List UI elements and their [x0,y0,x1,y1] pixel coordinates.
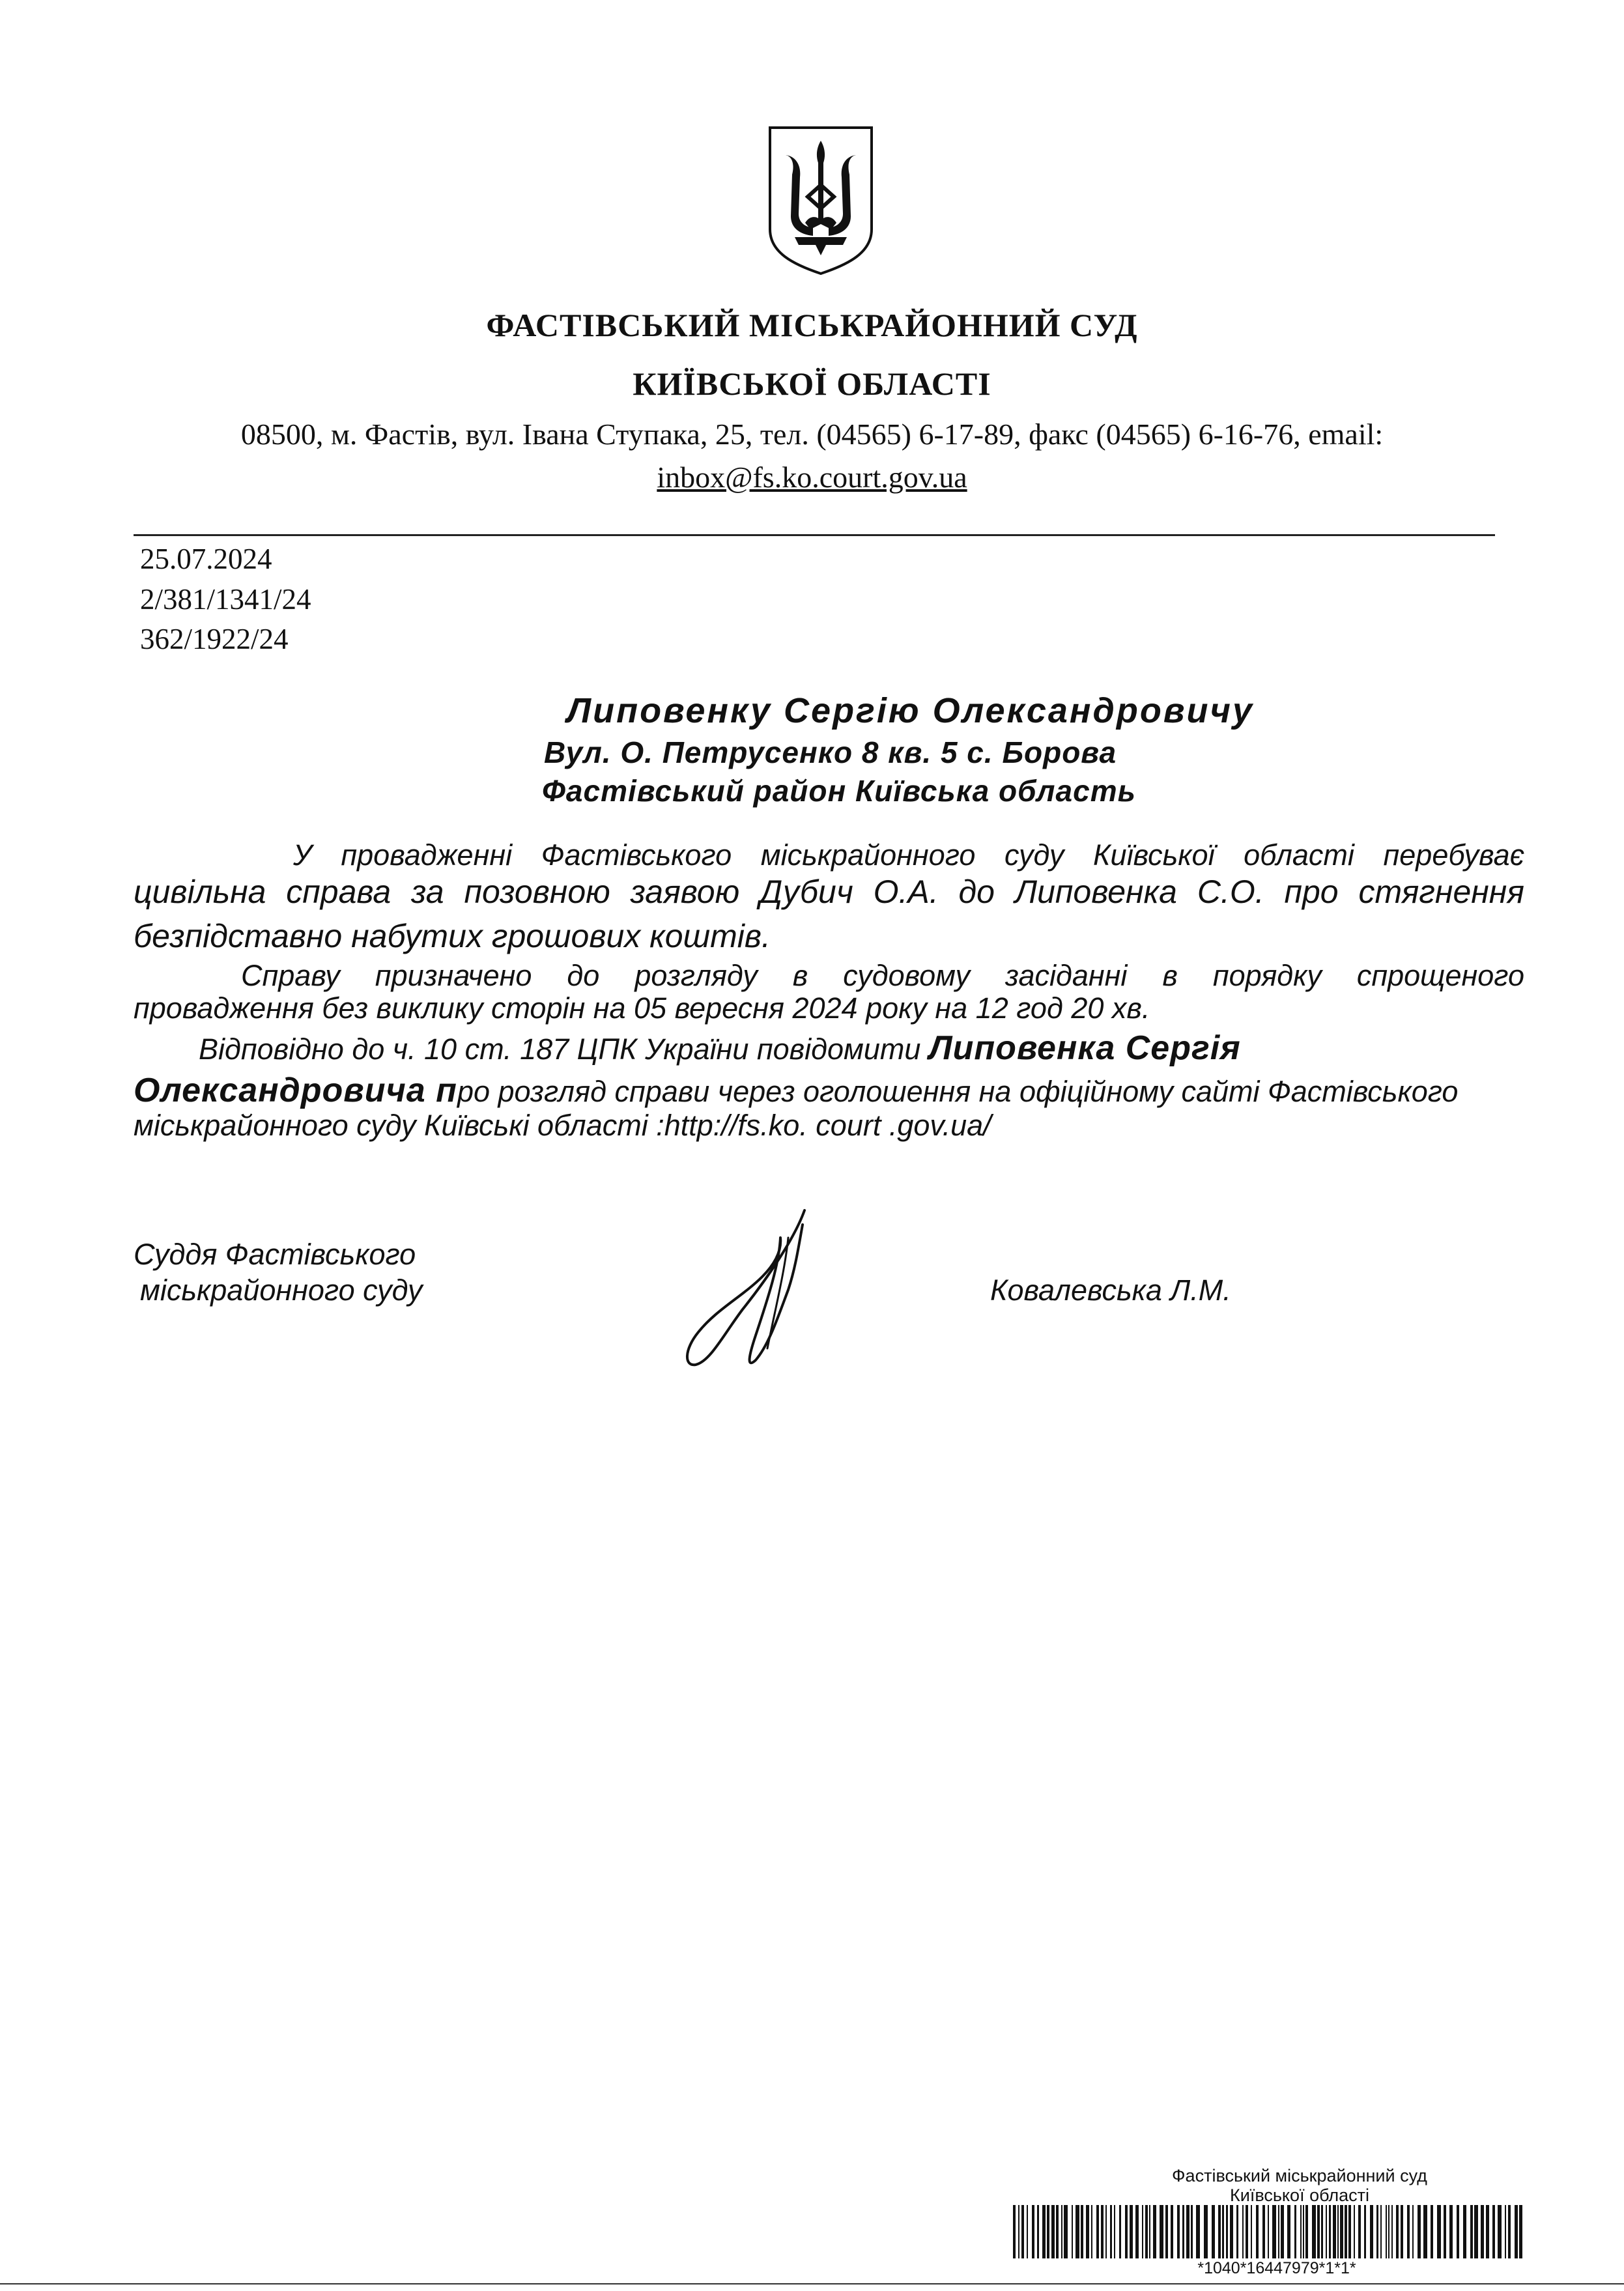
paragraph-3-line-3: міськрайонного суду Київські області :http://fs.ko. court .gov.ua/ [134,1109,991,1142]
barcode-number: *1040*16447979*1*1* [1197,2259,1356,2277]
paragraph-2-line-1: Справу призначено до розгляду в судовому засіданні в порядку спрощеного [241,959,1524,992]
judge-title-line2: міськрайонного суду [140,1274,423,1307]
paragraph-1-line-2: цивільна справа за позовною заявою Дубич О.А. до Липовенка С.О. про стягнення [134,874,1524,910]
case-number: 362/1922/24 [140,623,289,655]
registry-stamp-court: Фастівський міськрайонний суд [1172,2166,1427,2185]
paragraph-2-line-2: провадження без виклику сторін на 05 вересня 2024 року на 12 год 20 хв. [134,991,1150,1025]
recipient-street: Вул. О. Петрусенко 8 кв. 5 с. Борова [544,735,1117,769]
court-address: 08500, м. Фастів, вул. Івана Ступака, 25, тел. (04565) 6-17-89, факс (04565) 6-16-76, email: [240,418,1384,451]
paragraph-1-line-1: У провадженні Фастівського міськрайонного суду Київської області перебуває [293,838,1524,872]
court-name-line2: КИЇВСЬКОЇ ОБЛАСТІ [633,365,991,402]
handwritten-signature-icon [664,1199,834,1381]
paragraph-1-line-3: безпідставно набутих грошових коштів. [134,918,771,954]
barcode-icon [1013,2205,1524,2258]
recipient-district: Фастівський район Київська область [542,774,1136,808]
judge-name: Ковалевська Л.М. [990,1274,1231,1307]
paragraph-3-line-2-text: ро розгляд справи через оголошення на офіційному сайті Фастівського [457,1075,1459,1108]
paragraph-3-line-2 [134,1074,1524,1107]
court-email-link[interactable]: inbox@fs.ko.court.gov.ua [657,461,967,494]
court-name-line1: ФАСТІВСЬКИЙ МІСЬКРАЙОННИЙ СУД [486,307,1138,343]
page-bottom-edge [0,2283,1624,2284]
judge-title-line1: Суддя Фастівського [134,1238,416,1271]
registry-stamp-region: Київської області [1230,2185,1369,2205]
paragraph-3-line-2-bold-name: Олександровича п [134,1072,457,1109]
paragraph-3-line-1-text: Відповідно до ч. 10 ст. 187 ЦПК України повідомити [199,1032,929,1066]
letter-date: 25.07.2024 [140,543,272,575]
paragraph-3-line-1 [134,1031,1335,1065]
recipient-name: Липовенку Сергію Олександровичу [567,691,1255,730]
header-divider [134,534,1495,536]
outgoing-number: 2/381/1341/24 [140,583,311,616]
coat-of-arms-icon [766,125,876,276]
paragraph-3-line-1-bold-name: Липовенка Сергія [928,1029,1241,1067]
